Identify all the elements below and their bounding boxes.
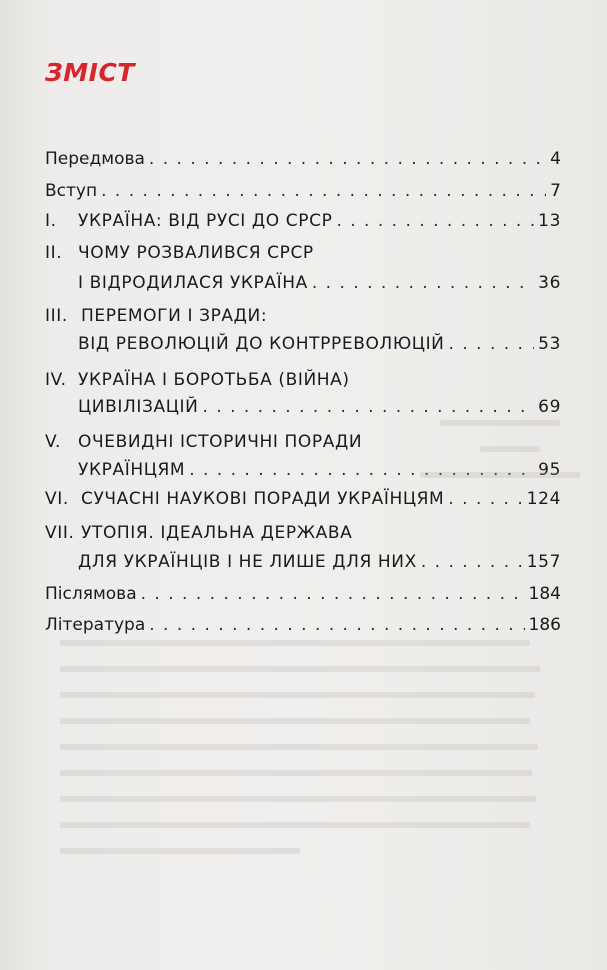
toc-entry-label: СУЧАСНІ НАУКОВІ ПОРАДИ УКРАЇНЦЯМ <box>81 489 445 509</box>
toc-entry-label: ЧОМУ РОЗВАЛИВСЯ СРСР <box>78 243 314 263</box>
toc-entry-chapter-3-cont <box>45 330 561 358</box>
chapter-number: VI. <box>45 489 69 509</box>
toc-entry-chapter-6 <box>45 485 561 513</box>
toc-entry-chapter-3 <box>45 302 561 330</box>
toc-entry-page: 53 <box>538 334 561 354</box>
toc-entry-chapter-4-cont <box>45 393 561 421</box>
leader-dots <box>448 485 522 513</box>
chapter-number: III. <box>45 306 68 326</box>
toc-entry-chapter-4 <box>45 366 561 394</box>
toc-entry-page: 157 <box>526 552 561 572</box>
leader-dots <box>101 177 546 205</box>
toc-entry-label: УКРАЇНЦЯМ <box>78 460 186 480</box>
toc-entry-label: Література <box>45 615 146 635</box>
toc-entry-label: ЦИВІЛІЗАЦІЙ <box>78 397 199 417</box>
toc-entry-label: УКРАЇНА: ВІД РУСІ ДО СРСР <box>78 211 333 231</box>
leader-dots <box>336 207 534 235</box>
toc-entry-afterword <box>45 580 561 608</box>
toc-entry-chapter-5 <box>45 428 561 456</box>
toc-entry-page: 184 <box>528 584 561 604</box>
toc-entry-preface <box>45 145 561 173</box>
toc-entry-label: ДЛЯ УКРАЇНЦІВ І НЕ ЛИШЕ ДЛЯ НИХ <box>78 552 417 572</box>
chapter-number: I. <box>45 211 57 231</box>
toc-entry-introduction <box>45 177 561 205</box>
leader-dots <box>149 145 546 173</box>
chapter-number: VII. <box>45 523 75 543</box>
leader-dots <box>202 393 534 421</box>
toc-entry-label: І ВІДРОДИЛАСЯ УКРАЇНА <box>78 273 308 293</box>
page-title: ЗМІСТ <box>45 58 135 87</box>
toc-entry-chapter-7 <box>45 519 561 547</box>
toc-entry-chapter-2-cont <box>45 269 561 297</box>
leader-dots <box>141 580 525 608</box>
leader-dots <box>189 456 534 484</box>
toc-entry-chapter-5-cont <box>45 456 561 484</box>
chapter-number: V. <box>45 432 62 452</box>
toc-entry-page: 13 <box>538 211 561 231</box>
toc-entry-label: ВІД РЕВОЛЮЦІЙ ДО КОНТРРЕВОЛЮЦІЙ <box>78 334 445 354</box>
toc-entry-bibliography <box>45 611 561 639</box>
toc-entry-label: Вступ <box>45 181 98 201</box>
toc-entry-page: 7 <box>550 181 561 201</box>
toc-entry-chapter-7-cont <box>45 548 561 576</box>
toc-entry-label: ОЧЕВИДНІ ІСТОРИЧНІ ПОРАДИ <box>78 432 363 452</box>
toc-entry-page: 95 <box>538 460 561 480</box>
toc-entry-label: Передмова <box>45 149 145 169</box>
toc-entry-page: 36 <box>538 273 561 293</box>
leader-dots <box>312 269 534 297</box>
leader-dots <box>449 330 535 358</box>
leader-dots <box>149 611 524 639</box>
chapter-number: II. <box>45 243 63 263</box>
chapter-number: IV. <box>45 370 67 390</box>
toc-entry-page: 186 <box>528 615 561 635</box>
toc-entry-page: 4 <box>550 149 561 169</box>
toc-entry-label: Післямова <box>45 584 137 604</box>
toc-entry-label: УТОПІЯ. ІДЕАЛЬНА ДЕРЖАВА <box>81 523 353 543</box>
toc-entry-page: 124 <box>526 489 561 509</box>
toc-entry-chapter-2 <box>45 239 561 267</box>
toc-entry-label: ПЕРЕМОГИ І ЗРАДИ: <box>81 306 268 326</box>
toc-entry-label: УКРАЇНА І БОРОТЬБА (ВІЙНА) <box>78 370 350 390</box>
toc-entry-chapter-1 <box>45 207 561 235</box>
leader-dots <box>421 548 523 576</box>
toc-entry-page: 69 <box>538 397 561 417</box>
